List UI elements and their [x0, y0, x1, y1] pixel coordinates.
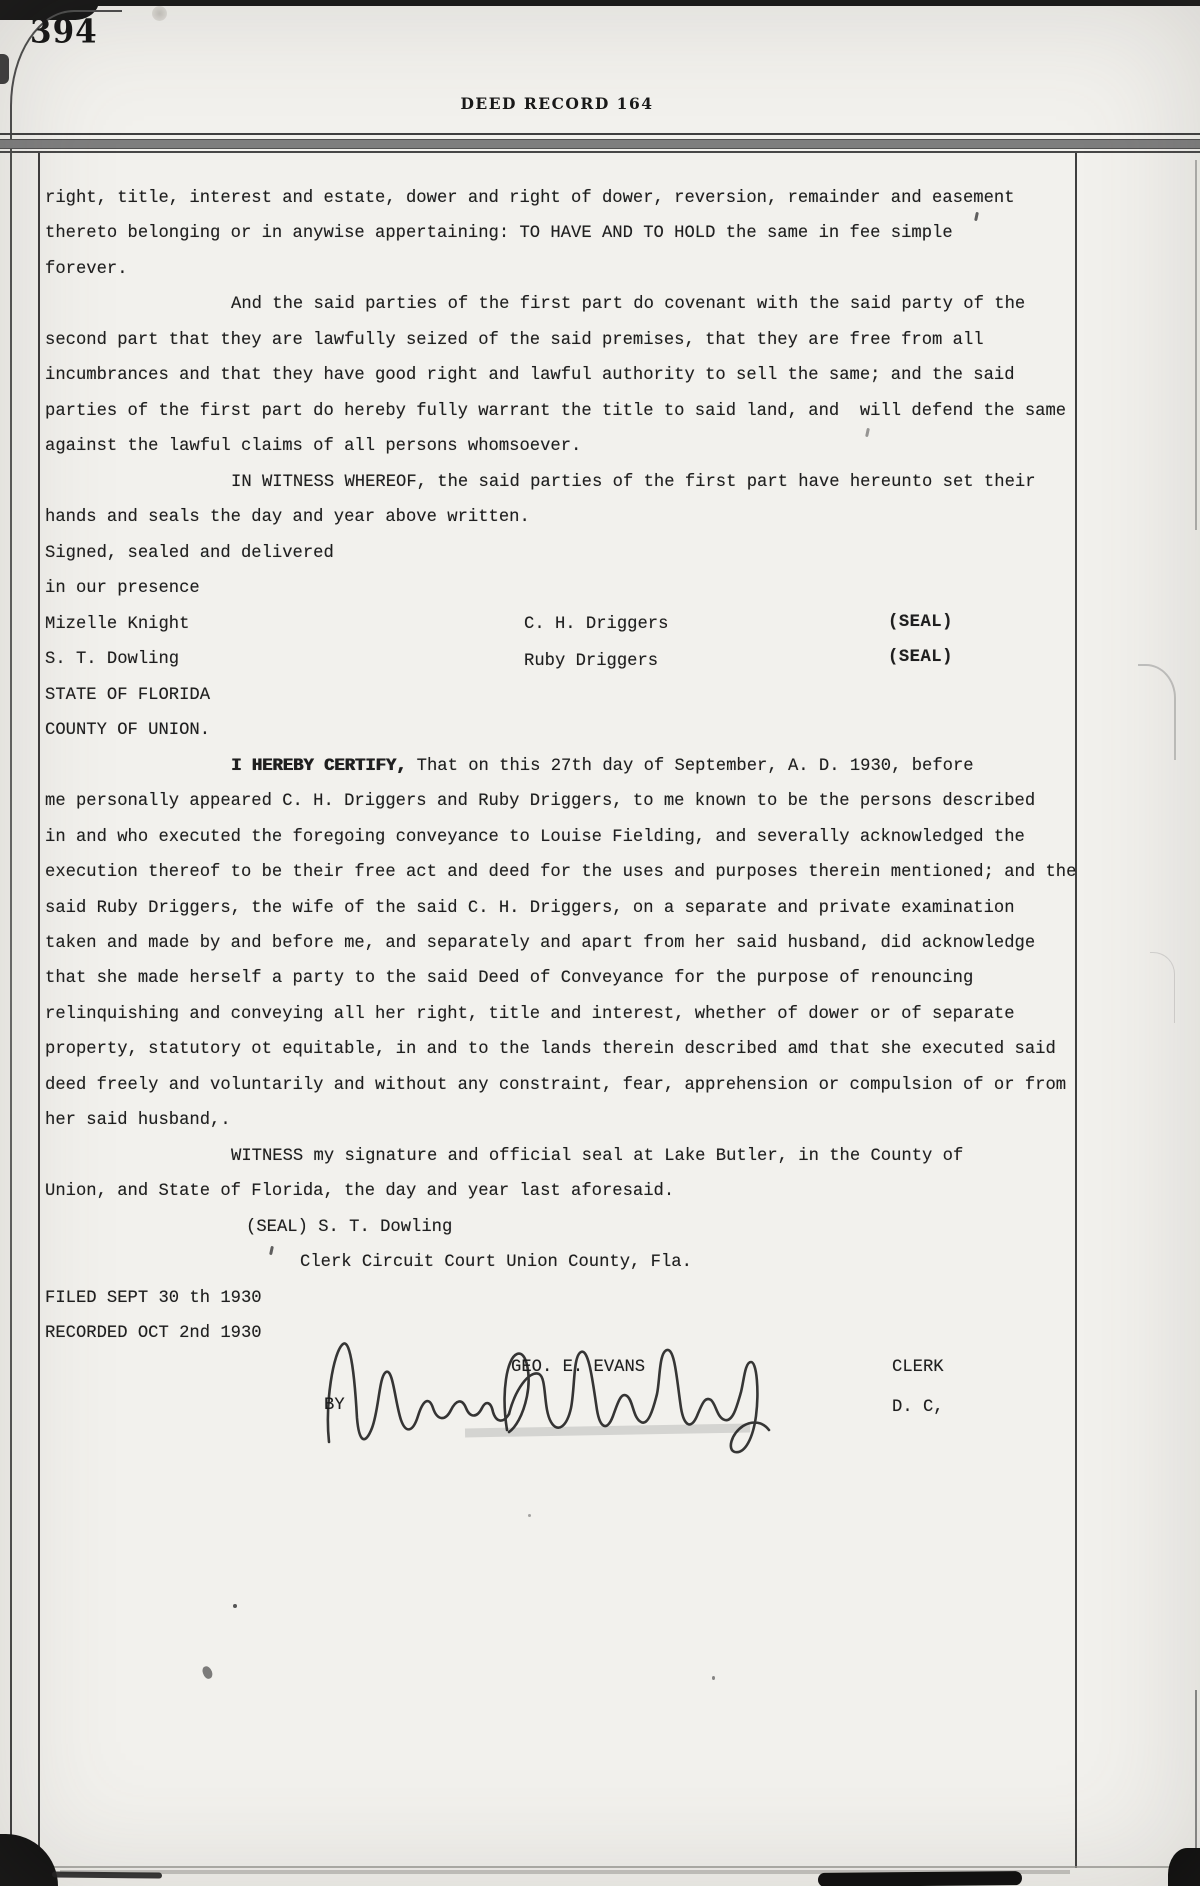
header-rule [0, 133, 1200, 135]
typed-line: her said husband,. [45, 1111, 231, 1130]
stray-apostrophe [865, 428, 870, 437]
typed-line: parties of the first part do hereby fully warrant the title to said land, and will defend the same [45, 402, 1067, 421]
book-title: DEED RECORD 164 [460, 94, 654, 113]
typed-line: in our presence [45, 579, 200, 598]
typed-line: STATE OF FLORIDA [45, 686, 211, 705]
typed-line: Clerk Circuit Court Union County, Fla. [300, 1253, 692, 1272]
typed-line: (SEAL) S. T. Dowling [246, 1218, 453, 1237]
scan-curve-artifact [1150, 952, 1175, 1023]
typed-line: CLERK [892, 1358, 944, 1377]
scan-edge-mark [0, 54, 9, 84]
header-rule [0, 151, 1200, 153]
scan-edge-mark [818, 1871, 1022, 1886]
typed-line: against the lawful claims of all persons whomsoever. [45, 437, 582, 456]
typed-line: in and who executed the foregoing conveyance to Louise Fielding, and severally acknowledged the [45, 828, 1025, 847]
typed-line: relinquishing and conveying all her right, title and interest, whether of dower or of separate [45, 1005, 1015, 1024]
typed-line: forever. [45, 260, 128, 279]
typed-line: thereto belonging or in anywise appertaining: TO HAVE AND TO HOLD the same in fee simple [45, 224, 953, 243]
typed-line: FILED SEPT 30 th 1930 [45, 1289, 262, 1308]
typed-line: execution thereof to be their free act and deed for the uses and purposes therein mentioned; and the [45, 863, 1077, 882]
scan-corner-shadow [1168, 1848, 1200, 1886]
typed-line: IN WITNESS WHEREOF, the said parties of the first part have hereunto set their [231, 473, 1036, 492]
stray-apostrophe [974, 212, 979, 221]
typed-line: deed freely and voluntarily and without any constraint, fear, apprehension or compulsion of or from [45, 1076, 1067, 1095]
typed-line: (SEAL) [888, 613, 953, 632]
typed-line: incumbrances and that they have good right and lawful authority to sell the same; and the said [45, 366, 1015, 385]
stray-apostrophe [269, 1246, 274, 1255]
typed-line: property, statutory ot equitable, in and to the lands therein described amd that she executed said [45, 1040, 1056, 1059]
typed-segment: That on this 27th day of September, A. D. 1930, before [406, 757, 974, 776]
typed-line: S. T. Dowling [45, 650, 180, 669]
margin-rule-right [1075, 152, 1077, 1868]
typed-segment: I HEREBY CERTIFY, [231, 757, 407, 776]
scan-corner-shadow [0, 1834, 58, 1886]
scan-bottom-edge [8, 1866, 1200, 1868]
typed-line: Mizelle Knight [45, 615, 190, 634]
page-left-edge [10, 120, 12, 1860]
scan-speck [712, 1676, 715, 1680]
typed-line: me personally appeared C. H. Driggers and Ruby Driggers, to me known to be the persons described [45, 792, 1036, 811]
scan-speck [233, 1604, 237, 1608]
margin-rule-left [38, 152, 40, 1868]
typed-line: Union, and State of Florida, the day and year last aforesaid. [45, 1182, 675, 1201]
typed-line: (SEAL) [888, 648, 953, 667]
typed-line: COUNTY OF UNION. [45, 721, 211, 740]
typed-line: GEO. E. EVANS [511, 1358, 646, 1377]
typed-line: taken and made by and before me, and separately and apart from her said husband, did acknowledge [45, 934, 1036, 953]
typed-line: that she made herself a party to the said Deed of Conveyance for the purpose of renouncing [45, 969, 974, 988]
typed-line: said Ruby Driggers, the wife of the said C. H. Driggers, on a separate and private examination [45, 899, 1015, 918]
typed-line [231, 757, 974, 777]
scan-smudge [201, 1665, 214, 1680]
page-number: 394 [30, 13, 98, 51]
typed-line: D. C, [892, 1398, 944, 1417]
page-right-edge [1195, 160, 1197, 530]
typed-line: second part that they are lawfully seized of the said premises, that they are free from all [45, 331, 984, 350]
typed-line: Signed, sealed and delivered [45, 544, 334, 563]
typed-line: C. H. Driggers [524, 615, 669, 634]
typed-line: BY [324, 1396, 345, 1415]
typed-line: WITNESS my signature and official seal at Lake Butler, in the County of [231, 1147, 964, 1166]
scan-stain [152, 6, 167, 21]
typed-line: right, title, interest and estate, dower and right of dower, reversion, remainder and easement [45, 189, 1015, 208]
typed-line: Ruby Driggers [524, 652, 659, 671]
scan-speck [528, 1514, 531, 1517]
handwritten-signature [315, 1330, 775, 1460]
typed-line: RECORDED OCT 2nd 1930 [45, 1324, 262, 1343]
scan-edge-mark [52, 1871, 162, 1878]
scan-curve-artifact [1138, 664, 1176, 760]
page-right-edge [1195, 1690, 1197, 1870]
scan-top-edge [0, 0, 1200, 6]
header-rule-band [0, 139, 1200, 149]
typed-line: hands and seals the day and year above written. [45, 508, 530, 527]
typed-line: And the said parties of the first part do covenant with the said party of the [231, 295, 1026, 314]
